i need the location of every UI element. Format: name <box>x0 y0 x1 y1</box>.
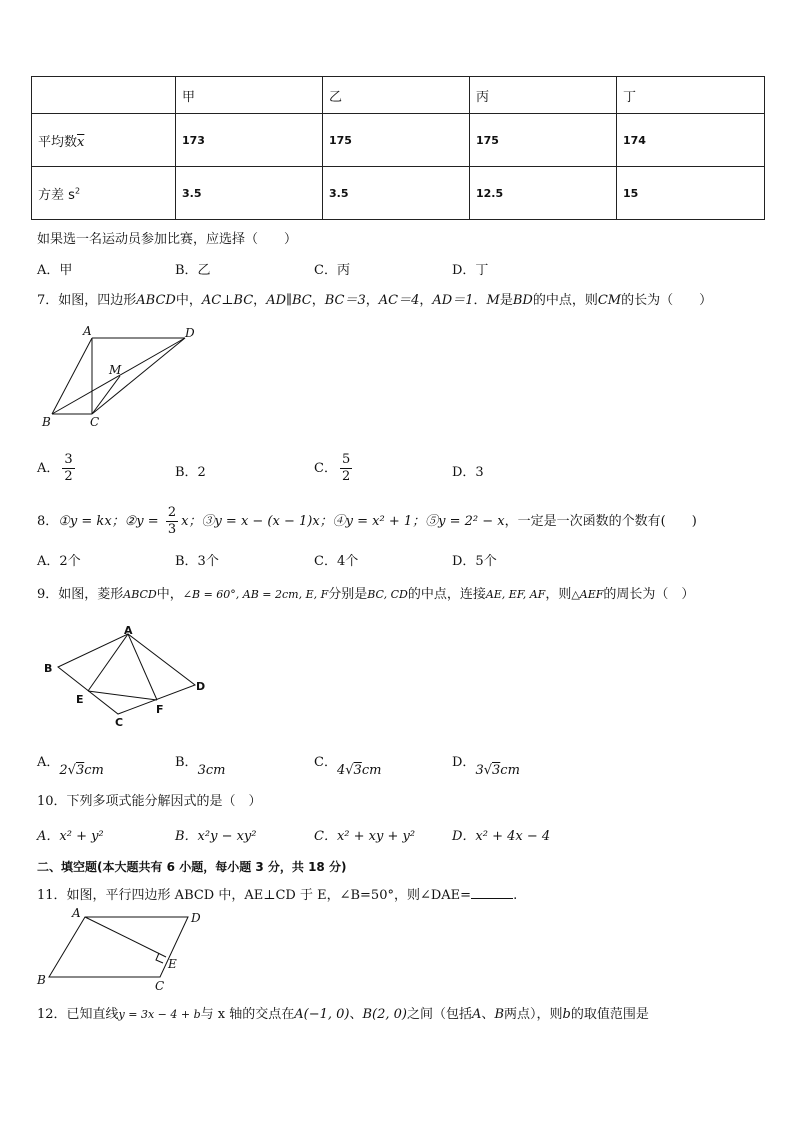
table-header-cell: 甲 <box>176 77 323 114</box>
q11-stem: 11．如图，平行四边形 ABCD 中，AE⊥CD 于 E，∠B=50°，则∠DAE= . <box>37 888 518 903</box>
q8-option-c: C．4个 <box>314 554 359 569</box>
segment-ae <box>88 634 128 691</box>
label-b: B <box>44 662 53 675</box>
q7-option-b: B．2 <box>175 465 206 480</box>
q9-option-c: C．4√3cm <box>314 755 382 778</box>
q9-option-a: A．2√3cm <box>37 755 104 778</box>
table-header-cell: 丙 <box>470 77 617 114</box>
table-cell: 15 <box>617 167 765 220</box>
label-b: B <box>42 415 51 429</box>
q11-figure <box>35 905 215 990</box>
table-row <box>32 167 765 220</box>
stats-table <box>31 76 765 220</box>
table-cell: 12.5 <box>470 167 617 220</box>
answer-blank[interactable] <box>471 898 513 899</box>
label-d: D <box>191 911 201 925</box>
q8-option-d: D．5个 <box>452 554 497 569</box>
q7-option-a: A． $\frac{3}{2}$ <box>37 452 73 484</box>
table-header-cell: 丁 <box>617 77 765 114</box>
q10-stem: 10．下列多项式能分解因式的是（ ） <box>37 794 262 809</box>
label-c: C <box>90 415 100 429</box>
table-cell: 3.5 <box>323 167 470 220</box>
q7-stem: 7．如图，四边形ABCD中，AC⊥BC，AD∥BC，BC＝3，AC＝4，AD＝1．M是BD的中点，则CM的长为（ ） <box>37 293 713 308</box>
q10-option-a: A．x² + y² <box>37 829 104 844</box>
table-header-cell <box>32 77 176 114</box>
q6-option-b: B．乙 <box>175 263 211 278</box>
q8-stem: 8．①y = kx；②y = $\frac{2}{3}$ x；③y = x − (x − 1)x；④y = x² + 1；⑤y = 2² − x，一定是一次函数的个数有( ) <box>37 505 697 537</box>
q7-option-d: D．3 <box>452 465 484 480</box>
q10-option-b: B．x²y − xy² <box>175 829 257 844</box>
label-a: A <box>72 906 81 920</box>
q12-stem: 12．已知直线y = 3x − 4 + b与 x 轴的交点在A(−1, 0)、B(2, 0)之间（包括A、B两点），则b的取值范围是 <box>37 1007 649 1022</box>
label-a: A <box>124 624 133 637</box>
segment-ae <box>85 917 166 957</box>
q7-figure <box>35 322 205 430</box>
segment-cd <box>92 338 185 414</box>
q10-option-c: C．x² + xy + y² <box>314 829 416 844</box>
label-f: F <box>156 703 164 716</box>
table-cell: 173 <box>176 114 323 167</box>
label-e: E <box>168 957 177 971</box>
label-c: C <box>115 716 124 729</box>
table-header-cell: 乙 <box>323 77 470 114</box>
label-d: D <box>196 680 206 693</box>
table-cell: 3.5 <box>176 167 323 220</box>
q8-option-a: A．2个 <box>37 554 81 569</box>
label-b: B <box>37 973 46 987</box>
table-cell: 175 <box>470 114 617 167</box>
table-cell: 175 <box>323 114 470 167</box>
table-header-row <box>32 77 765 114</box>
label-a: A <box>83 324 92 338</box>
label-e: E <box>76 693 84 706</box>
row-label: 平均数$\overline{x}$ <box>32 114 176 167</box>
q8-option-b: B．3个 <box>175 554 219 569</box>
q6-stem: 如果选一名运动员参加比赛，应选择（ ） <box>37 232 298 247</box>
section-heading: 二、填空题(本大题共有 6 小题，每小题 3 分，共 18 分) <box>37 860 347 874</box>
label-d: D <box>185 326 195 340</box>
label-m: M <box>109 363 122 377</box>
segment-af <box>128 634 157 700</box>
q7-option-c: C． $\frac{5}{2}$ <box>314 452 351 484</box>
row-label: 方差 $s^2$ <box>32 167 176 220</box>
table-row <box>32 114 765 167</box>
q10-option-d: D．x² + 4x − 4 <box>452 829 551 844</box>
q6-option-d: D．丁 <box>452 263 489 278</box>
q9-option-d: D．3√3cm <box>452 755 520 778</box>
q6-option-a: A．甲 <box>37 263 73 278</box>
q9-figure <box>38 622 218 732</box>
q9-stem: 9．如图，菱形ABCD中，∠B = 60°, AB = 2cm, E, F分别是BC, CD的中点，连接AE, EF, AF，则△AEF的周长为（ ） <box>37 587 695 602</box>
label-c: C <box>155 979 165 990</box>
table-cell: 174 <box>617 114 765 167</box>
q9-option-b: B．3cm <box>175 755 226 778</box>
q6-option-c: C．丙 <box>314 263 350 278</box>
